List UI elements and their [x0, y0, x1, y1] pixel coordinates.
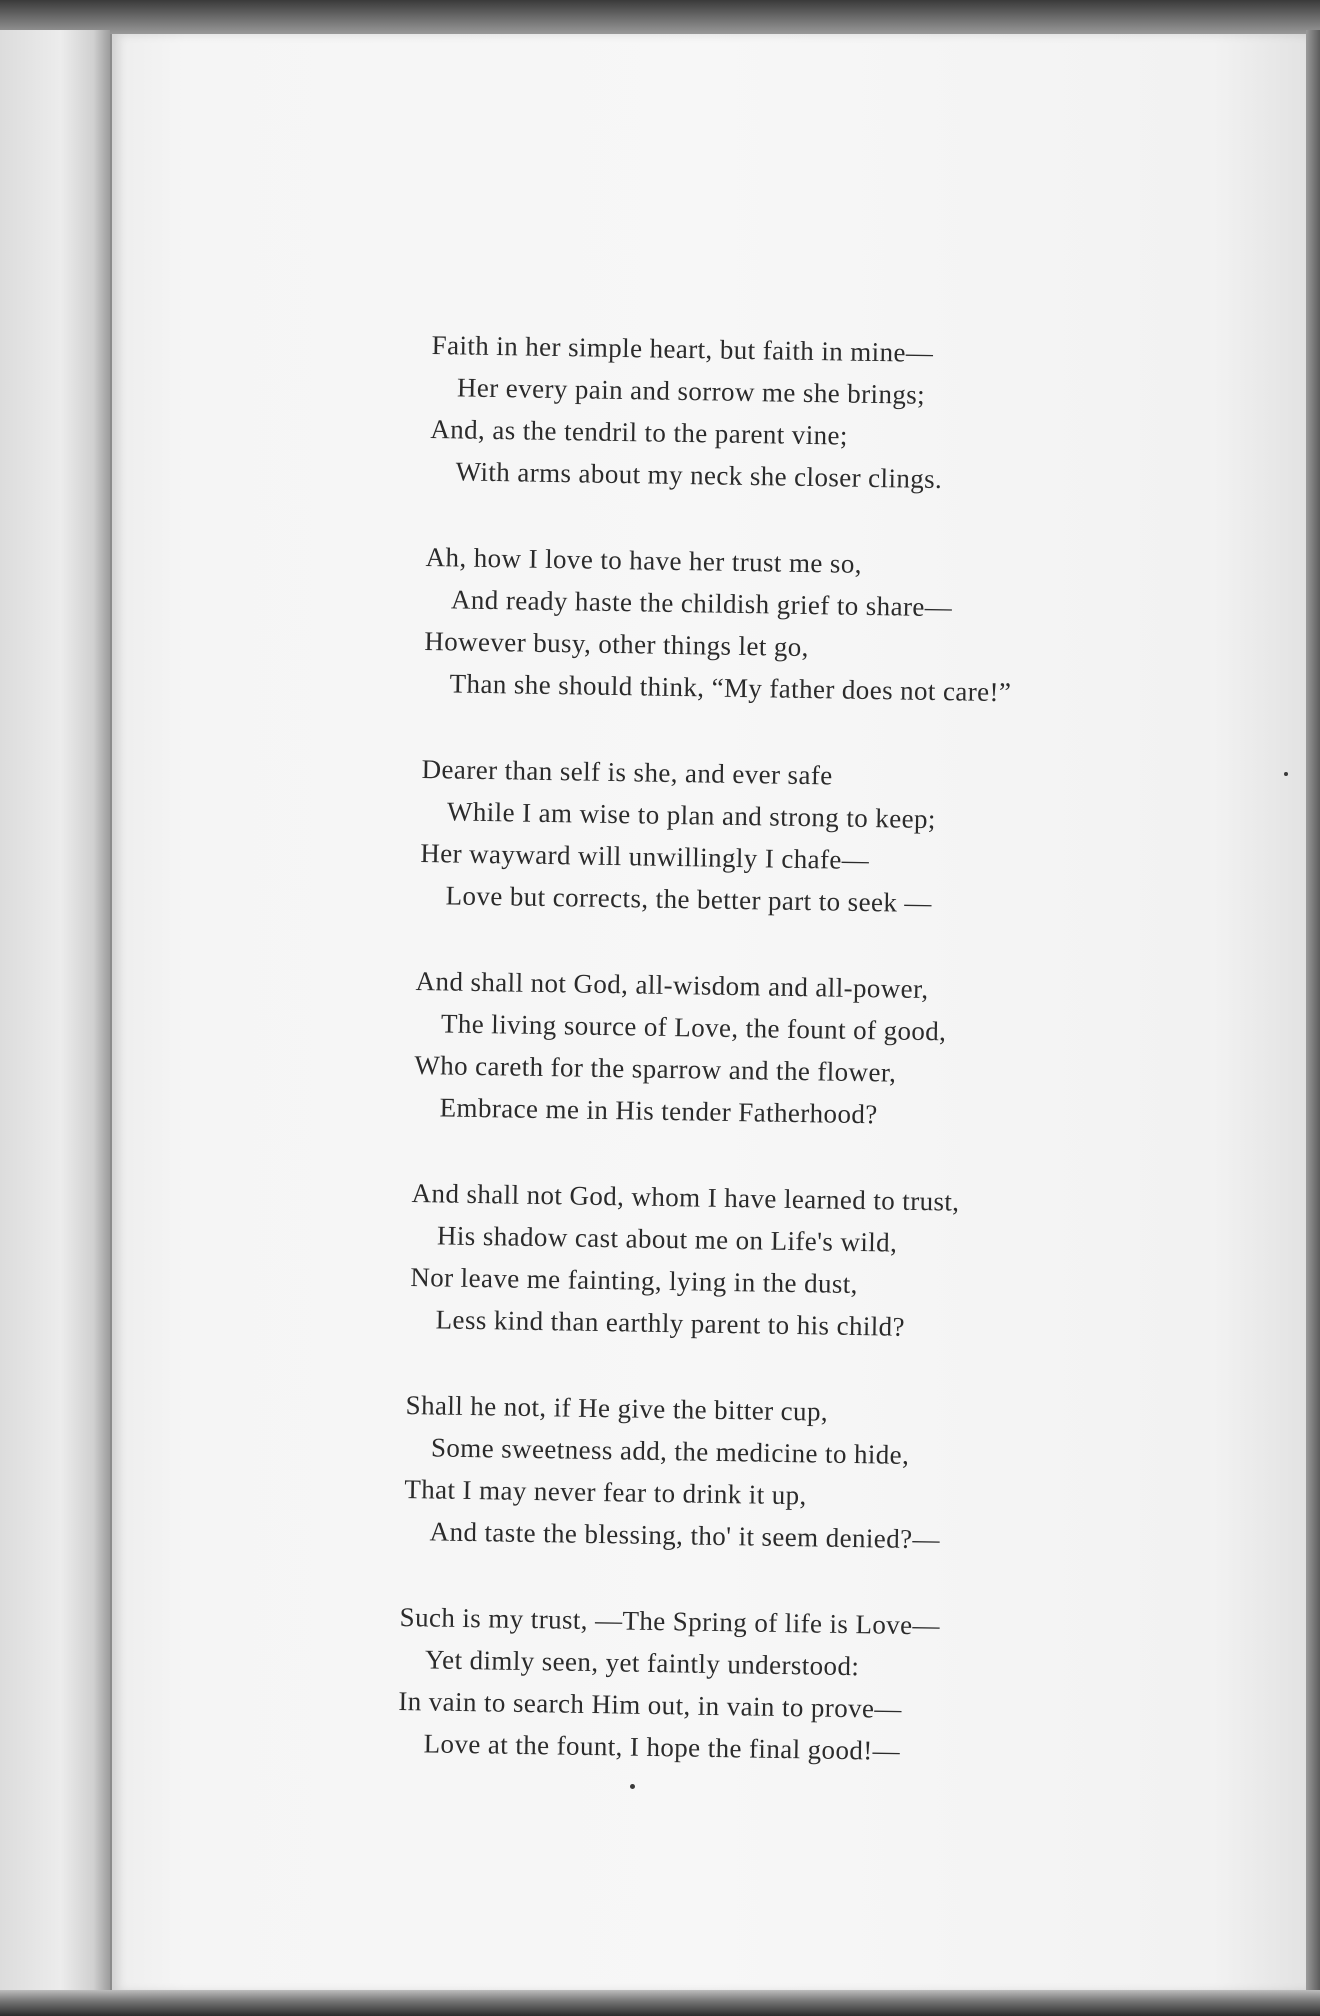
poem-line: Less kind than earthly parent to his child? — [435, 1304, 906, 1342]
facing-page-edge — [0, 30, 110, 1990]
stanza-1 — [429, 324, 1212, 504]
scan-bottom-shadow — [0, 1990, 1320, 2016]
poem-line: Her every pain and sorrow me she brings; — [456, 372, 926, 410]
poem-line: Embrace me in His tender Fatherhood? — [439, 1092, 878, 1130]
stanza-6 — [403, 1384, 1212, 1565]
stanza-3 — [419, 748, 1212, 928]
poem-line: Faith in her simple heart, but faith in mine— — [431, 329, 934, 368]
poem-line: Shall he not, if He give the bitter cup, — [405, 1389, 829, 1427]
poem-line: Love but corrects, the better part to seek — — [445, 880, 933, 919]
stanza-7 — [397, 1596, 1212, 1777]
poem-line: And ready haste the childish grief to share— — [450, 584, 953, 623]
ink-speck — [630, 1784, 635, 1789]
poem-line: That I may never fear to drink it up, — [404, 1473, 807, 1511]
poem-line: And taste the blessing, tho' it seem denied?— — [429, 1516, 941, 1555]
poem-line: However busy, other things let go, — [424, 625, 810, 663]
stanza-5 — [409, 1172, 1212, 1353]
poem-line: And, as the tendril to the parent vine; — [430, 413, 849, 451]
ink-speck — [1284, 772, 1288, 776]
poem-line: While I am wise to plan and strong to keep; — [446, 796, 937, 835]
stanza-4 — [413, 960, 1212, 1140]
poem-line: His shadow cast about me on Life's wild, — [436, 1220, 898, 1258]
poem-line: And shall not God, all-wisdom and all-power, — [415, 965, 929, 1005]
poem-line: With arms about my neck she closer clings. — [455, 456, 943, 495]
page-right-edge — [1306, 30, 1320, 1990]
poem — [312, 324, 1212, 1808]
poem-line: The living source of Love, the fount of good, — [440, 1008, 947, 1047]
poem-line: Such is my trust, —The Spring of life is Love— — [399, 1601, 941, 1641]
poem-line: Love at the fount, I hope the final good!— — [423, 1728, 901, 1766]
poem-line: Some sweetness add, the medicine to hide, — [430, 1432, 910, 1470]
poem-line: Nor leave me fainting, lying in the dust, — [410, 1261, 859, 1300]
book-page — [110, 34, 1308, 1992]
poem-line: Than she should think, “My father does not care!” — [449, 668, 1012, 708]
poem-line: Her wayward will unwillingly I chafe— — [420, 837, 870, 876]
poem-line: Dearer than self is she, and ever safe — [421, 753, 833, 791]
poem-line: Ah, how I love to have her trust me so, — [425, 541, 863, 579]
stanza-2 — [423, 536, 1212, 716]
poem-line: And shall not God, whom I have learned to trust, — [411, 1177, 960, 1217]
poem-line: In vain to search Him out, in vain to prove— — [398, 1685, 903, 1724]
poem-line: Yet dimly seen, yet faintly understood: — [424, 1644, 860, 1682]
poem-line: Who careth for the sparrow and the flower, — [414, 1049, 897, 1088]
